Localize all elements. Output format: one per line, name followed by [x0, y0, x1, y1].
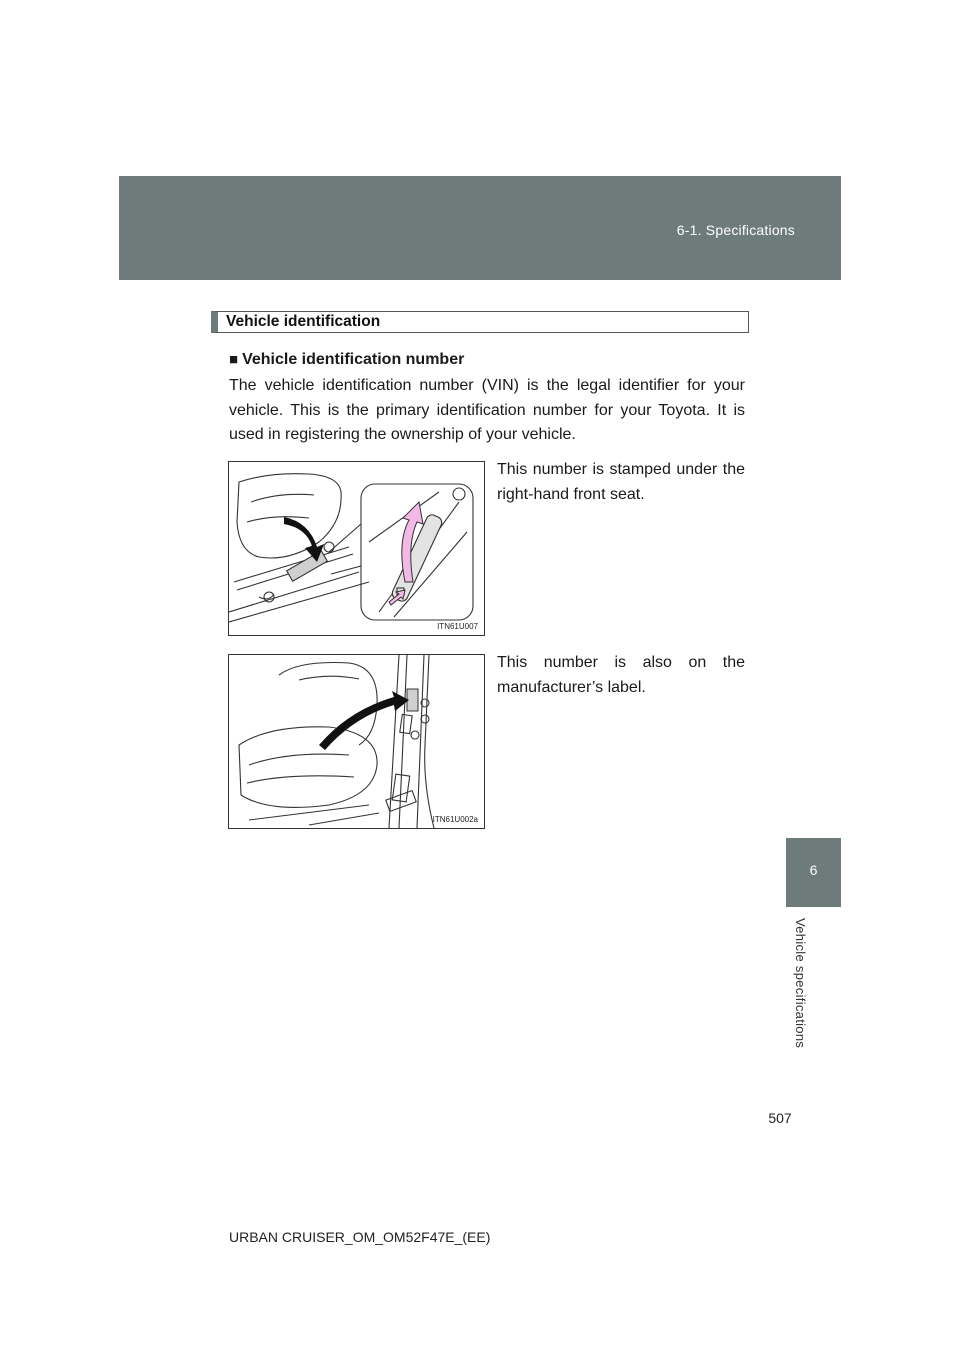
label-location-drawing — [229, 655, 484, 828]
header-band — [119, 176, 841, 280]
chapter-tab[interactable] — [786, 838, 841, 907]
chapter-number: 6 — [809, 862, 818, 878]
label-location-illustration — [228, 654, 485, 829]
seat-vin-drawing — [229, 462, 484, 635]
header-section-title: 6-1. Specifications — [676, 222, 795, 238]
document-code: URBAN CRUISER_OM_OM52F47E_(EE) — [229, 1229, 491, 1245]
seat-vin-illustration — [228, 461, 485, 636]
figure-code: ITN61U007 — [437, 622, 478, 631]
square-bullet-icon: ■ — [229, 351, 239, 368]
figure-code: ITN61U002a — [432, 815, 478, 824]
subheading-text: Vehicle identification number — [242, 351, 465, 368]
figure-caption: This number is stamped under the right-hand front seat. — [497, 461, 745, 503]
chapter-label: Vehicle specifications — [793, 918, 808, 1049]
subheading — [229, 351, 464, 369]
page-number: 507 — [768, 1110, 792, 1126]
section-heading: Vehicle identification — [211, 311, 749, 333]
figure-caption: This number is also on the manufacturer’s label. — [497, 654, 745, 696]
body-paragraph: The vehicle identification number (VIN) is the legal identifier for your vehicle. This is the primary identification number for your Toyota. It is used in registering the ownership of your vehicle. — [229, 377, 745, 443]
